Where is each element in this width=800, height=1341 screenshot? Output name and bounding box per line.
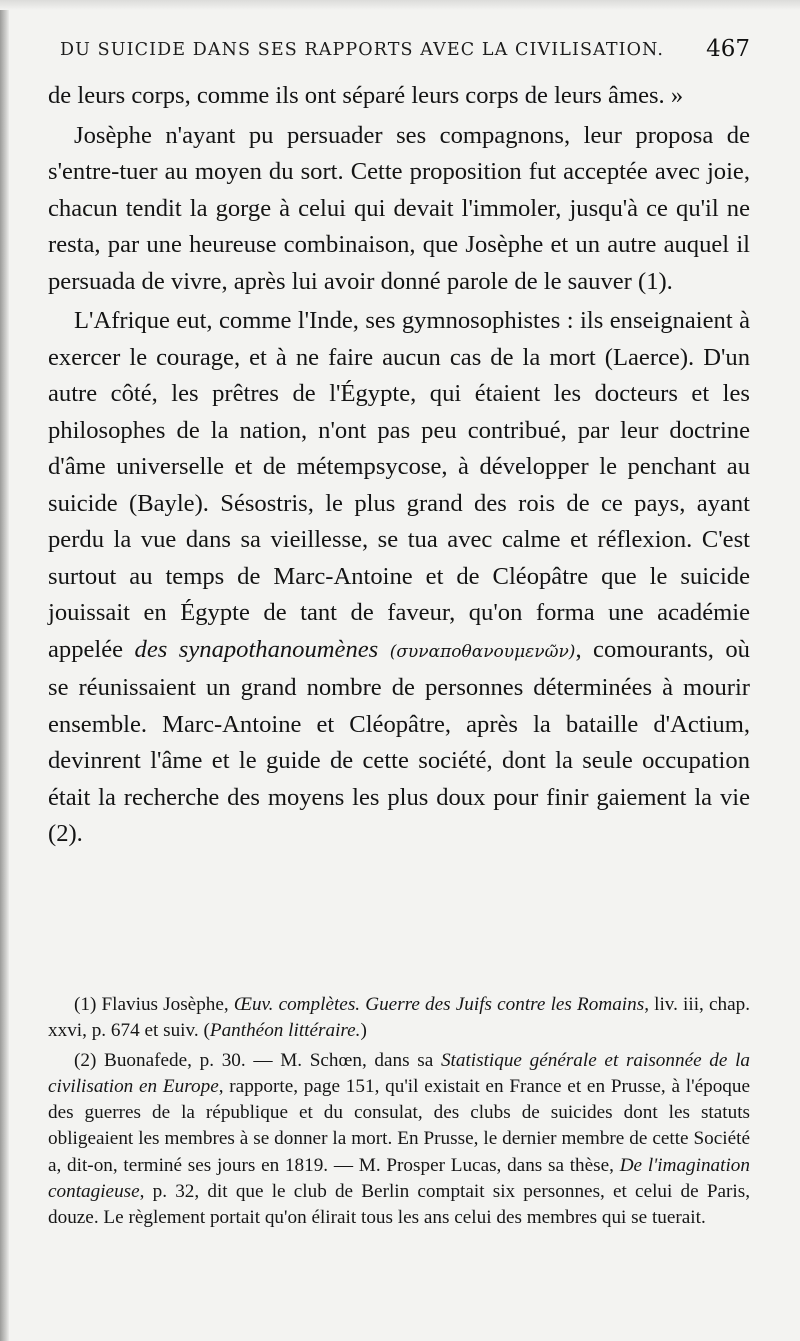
paragraph-afrique-text: L'Afrique eut, comme l'Inde, ses gymnosophistes : ils enseignaient à exercer le courage, et à ne faire aucun cas de la mort (Laerce). D'un autre côté, les prêtres de l'Égypte, qui étaient les docteurs et les philosophes de la nation, n'ont pas peu contribué, par leur doctrine d'âme universelle et de métempsycose, à développer le penchant au suicide (Bayle). Sésostris, le plus grand des rois de ce pays, ayant perdu la vue dans sa vieillesse, se tua avec calme et réflexion. C'est surtout au temps de Marc-Antoine et de Cléopâtre que le suicide jouissait en Égypte de tant de faveur, qu'on forma une académie appelée <box>48 307 750 663</box>
page-number: 467 <box>706 36 750 62</box>
page-binding-shadow <box>0 0 9 1341</box>
paragraph-afrique-end: , comourants, où se réunissaient un grand nombre de personnes déterminées à mourir ensemble. Marc-Antoine et Cléopâtre, après la bataille d'Actium, devinrent l'âme et le guide de cette société, dont la seule occupation était la recherche des moyens les plus doux pour finir gaiement la vie (2). <box>48 635 750 847</box>
page-header <box>60 36 750 70</box>
main-text <box>48 78 750 853</box>
footnote-1-source: Panthéon littéraire. <box>209 1020 361 1042</box>
paragraph-josephe: Josèphe n'ayant pu persuader ses compagnons, leur proposa de s'entre-tuer au moyen du sort. Cette proposition fut acceptée avec joie, chacun tendit la gorge à celui qui devait l'immoler, jusqu'à ce qu'il ne resta, par une heureuse combinaison, que Josèphe et un autre auquel il persuada de vivre, après lui avoir donné parole de le sauver (1). <box>48 121 750 295</box>
academy-name: des synapothanoumènes <box>134 635 379 663</box>
footnote-2-text: (2) Buonafede, p. 30. — M. Schœn, dans sa <box>74 1050 434 1072</box>
footnote-2-title: Statistique générale et raisonnée de la civilisation en Europe <box>48 1050 750 1098</box>
footnote-1 <box>48 992 750 1044</box>
footnote-2-body: , rapporte, page 151, qu'il existait en France et en Prusse, à l'époque des guerres de la république et du consulat, des clubs de suicides dont les statuts obligeaient les membres à se donner la mort. En Prusse, le dernier membre de cette Société a, dit-on, terminé ses jours en 1819. — M. Prosper Lucas, dans sa thèse, <box>48 1076 750 1176</box>
paragraph-continuation: de leurs corps, comme ils ont séparé leurs corps de leurs âmes. » <box>48 82 684 109</box>
footnote-2-end: , p. 32, dit que le club de Berlin comptait six personnes, et celui de Paris, douze. Le règlement portait qu'on élirait tous les ans celui des membres qui se tuerait. <box>48 1180 750 1228</box>
greek-term: (συναποθανουμενῶν) <box>389 641 576 662</box>
footnote-2 <box>48 1048 750 1231</box>
footnote-2-thesis-title: De l'imagination contagieuse <box>48 1154 750 1202</box>
footnotes <box>48 992 750 1231</box>
footnote-1-title: Œuv. complètes. Guerre des Juifs contre les Romains <box>233 994 645 1015</box>
paragraph-afrique <box>48 303 750 853</box>
running-head: DU SUICIDE DANS SES RAPPORTS AVEC LA CIVILISATION. <box>60 40 665 60</box>
footnote-1-ref: , liv. iii, chap. xxvi, p. 674 et suiv. ( <box>48 994 750 1042</box>
footnote-1-close: ) <box>360 1020 367 1042</box>
footnote-1-text: (1) Flavius Josèphe, <box>74 994 229 1015</box>
page-top-edge <box>0 0 800 10</box>
